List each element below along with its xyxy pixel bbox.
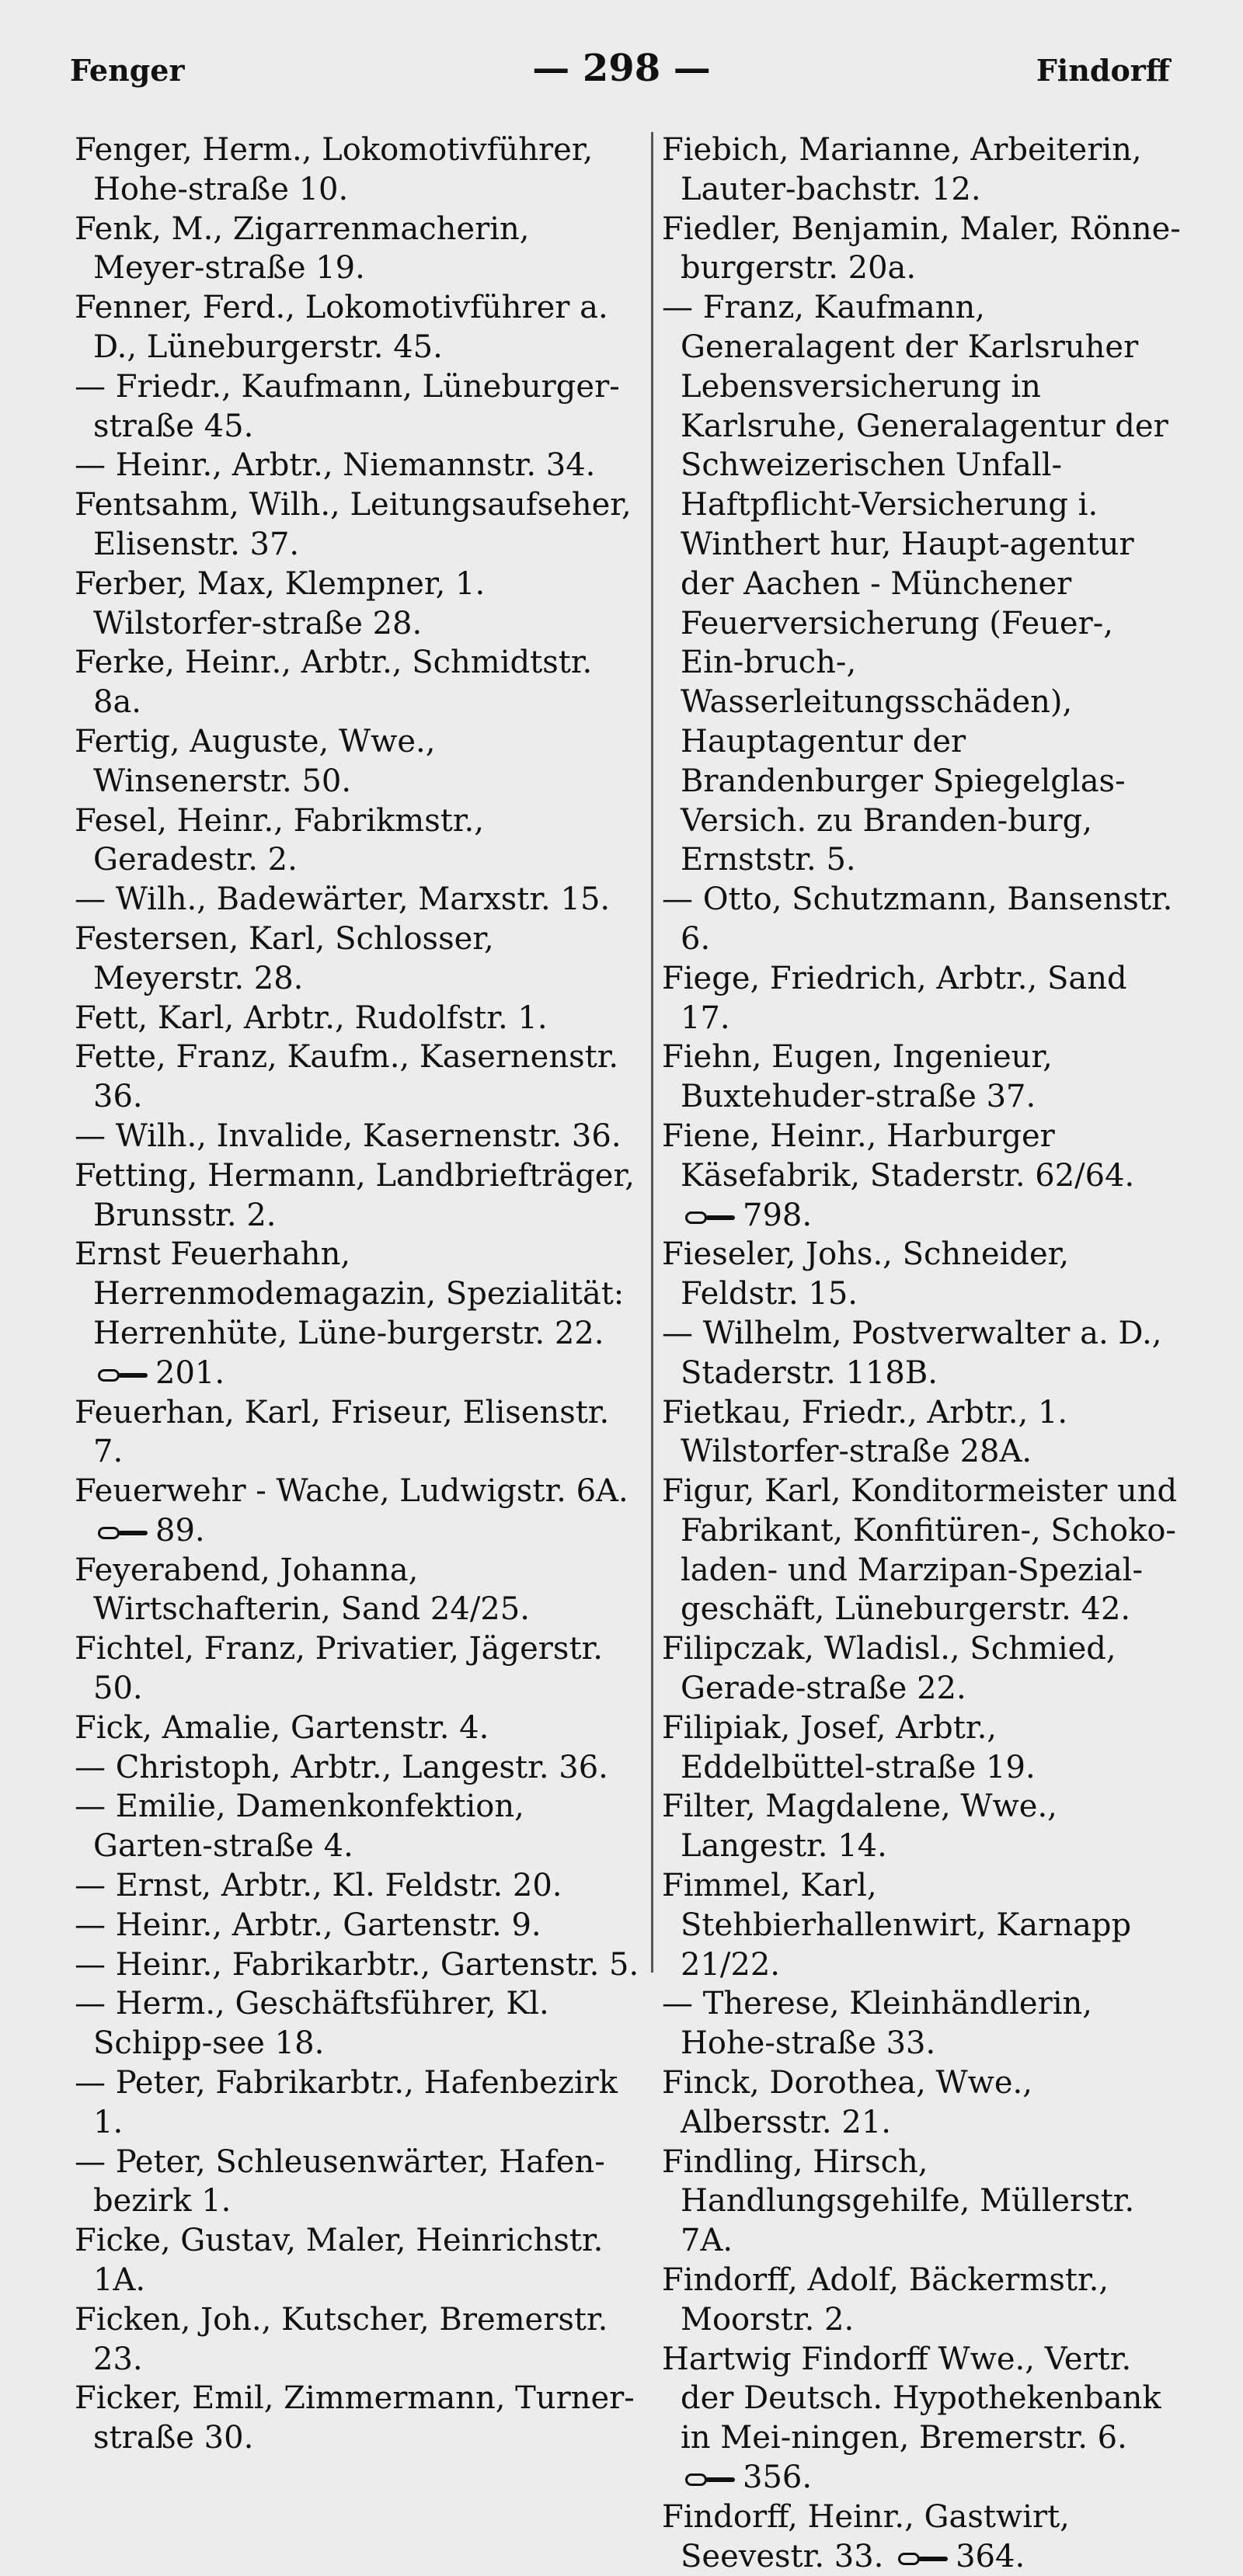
entry-text: Fieseler, Johs., Schneider, Feldstr. 15.	[662, 1236, 1070, 1312]
page-number: — 298 —	[532, 47, 711, 90]
entry-text: Hartwig Findorff Wwe., Vertr. der Deutsch. Hypothekenbank in Mei-ningen, Bremerstr. 6.	[662, 2341, 1161, 2456]
directory-entry	[75, 643, 642, 722]
directory-entry	[662, 880, 1184, 959]
entry-text: — Peter, Schleusenwärter, Hafen-bezirk 1.	[75, 2143, 605, 2220]
phone-number: 89.	[155, 1512, 205, 1549]
phone-number: 356.	[743, 2460, 813, 2496]
directory-entry	[75, 1117, 642, 1156]
entry-text: Fick, Amalie, Gartenstr. 4.	[75, 1709, 489, 1746]
entry-text: Findorff, Adolf, Bäckermstr., Moorstr. 2.	[662, 2262, 1109, 2338]
left-column	[75, 130, 642, 2458]
phone-number: 201.	[155, 1354, 225, 1391]
entry-text: Filipiak, Josef, Arbtr., Eddelbüttel-straße 19.	[662, 1709, 1036, 1785]
directory-entry	[662, 1629, 1184, 1709]
directory-entry	[75, 1393, 642, 1472]
column-divider	[651, 132, 653, 1973]
entry-text: — Wilh., Badewärter, Marxstr. 15.	[75, 881, 611, 918]
entry-text: Filter, Magdalene, Wwe., Langestr. 14.	[662, 1789, 1057, 1865]
directory-entry	[75, 1906, 642, 1945]
telephone-icon	[98, 1367, 148, 1384]
entry-text: Fiene, Heinr., Harburger Käsefabrik, Staderstr. 62/64.	[662, 1118, 1135, 1194]
directory-entry	[662, 1393, 1184, 1472]
directory-entry	[662, 2143, 1184, 2261]
entry-text: Findling, Hirsch, Handlungsgehilfe, Müllerstr. 7A.	[662, 2143, 1135, 2259]
directory-entry	[75, 1551, 642, 1630]
entry-text: — Otto, Schutzmann, Bansenstr. 6.	[662, 881, 1173, 957]
directory-entry	[75, 1748, 642, 1788]
entry-text: — Christoph, Arbtr., Langestr. 36.	[75, 1749, 608, 1785]
entry-text: — Wilhelm, Postverwalter a. D., Staderstr. 118B.	[662, 1315, 1162, 1391]
entry-text: — Heinr., Arbtr., Gartenstr. 9.	[75, 1907, 541, 1943]
directory-entry	[75, 1038, 642, 1117]
directory-entry	[75, 801, 642, 881]
directory-entry	[75, 1156, 642, 1236]
directory-entry	[75, 1629, 642, 1709]
phone-number: 364.	[956, 2538, 1025, 2574]
directory-entry	[75, 2379, 642, 2458]
directory-entry	[662, 2498, 1184, 2576]
entry-text: Fiedler, Benjamin, Maler, Rönne-burgerstr. 20a.	[662, 210, 1181, 287]
directory-entry	[75, 1866, 642, 1906]
entry-text: Fichtel, Franz, Privatier, Jägerstr. 50.	[75, 1631, 603, 1707]
entry-text: — Heinr., Arbtr., Niemannstr. 34.	[75, 447, 596, 484]
entry-text: Ferke, Heinr., Arbtr., Schmidtstr. 8a.	[75, 645, 593, 721]
entry-text: — Heinr., Fabrikarbtr., Gartenstr. 5.	[75, 1946, 639, 1983]
entry-text: Findorff, Heinr., Gastwirt, Seevestr. 33.	[662, 2498, 1070, 2574]
entry-text: Ficken, Joh., Kutscher, Bremerstr. 23.	[75, 2301, 608, 2377]
directory-entry	[662, 1787, 1184, 1866]
directory-entry	[75, 1235, 642, 1392]
directory-entry	[662, 959, 1184, 1038]
entry-text: Ferber, Max, Klempner, 1. Wilstorfer-straße 28.	[75, 565, 486, 641]
entry-text: Fiebich, Marianne, Arbeiterin, Lauter-bachstr. 12.	[662, 132, 1142, 207]
directory-entry	[662, 1709, 1184, 1788]
entry-text: Feyerabend, Johanna, Wirtschafterin, Sand 24/25.	[75, 1552, 530, 1628]
directory-entry	[75, 1984, 642, 2063]
directory-entry	[75, 1945, 642, 1985]
directory-entry	[75, 920, 642, 999]
directory-entry	[662, 2340, 1184, 2498]
directory-entry	[75, 210, 642, 289]
directory-entry	[75, 722, 642, 801]
directory-entry	[662, 1866, 1184, 1984]
directory-entry	[75, 880, 642, 920]
directory-entry	[75, 2300, 642, 2380]
phone-number: 798.	[743, 1197, 813, 1233]
directory-entry	[662, 1472, 1184, 1629]
directory-entry	[662, 1117, 1184, 1235]
entry-text: Festersen, Karl, Schlosser, Meyerstr. 28.	[75, 920, 494, 996]
directory-entry	[662, 130, 1184, 210]
right-column	[662, 130, 1184, 2576]
directory-entry	[75, 999, 642, 1038]
page-header	[0, 47, 1243, 99]
directory-entry	[75, 485, 642, 565]
entry-text: Fenger, Herm., Lokomotivführer, Hohe-straße 10.	[75, 132, 594, 207]
entry-text: Fesel, Heinr., Fabrikmstr., Geradestr. 2.	[75, 802, 484, 878]
directory-entry	[662, 210, 1184, 289]
entry-text: Figur, Karl, Konditormeister und Fabrikant, Konfitüren-, Schoko-laden- und Marzipan-Spezial-geschäft, Lüneburgerstr. 42.	[662, 1473, 1178, 1628]
directory-entry	[75, 367, 642, 447]
entry-text: Fentsahm, Wilh., Leitungsaufseher, Elisenstr. 37.	[75, 487, 632, 562]
entry-text: Finck, Dorothea, Wwe., Albersstr. 21.	[662, 2065, 1032, 2140]
telephone-icon	[98, 1524, 148, 1542]
entry-text: — Therese, Kleinhändlerin, Hohe-straße 33.	[662, 1986, 1092, 2062]
entry-text: — Friedr., Kaufmann, Lüneburger-straße 45.	[75, 368, 620, 444]
entry-text: Fett, Karl, Arbtr., Rudolfstr. 1.	[75, 999, 548, 1036]
entry-text: — Herm., Geschäftsführer, Kl. Schipp-see 18.	[75, 1986, 549, 2062]
telephone-icon	[685, 2471, 735, 2488]
directory-entry	[75, 1787, 642, 1866]
entry-text: Fette, Franz, Kaufm., Kasernenstr. 36.	[75, 1039, 619, 1115]
entry-text: Fenner, Ferd., Lokomotivführer a. D., Lüneburgerstr. 45.	[75, 290, 608, 365]
entry-text: Fiege, Friedrich, Arbtr., Sand 17.	[662, 960, 1127, 1036]
entry-text: Fimmel, Karl, Stehbierhallenwirt, Karnapp 21/22.	[662, 1868, 1132, 1983]
running-head-right: Findorff	[1036, 53, 1170, 88]
directory-entry	[662, 1038, 1184, 1117]
entry-text: Feuerwehr - Wache, Ludwigstr. 6A.	[75, 1473, 628, 1510]
running-head-left: Fenger	[70, 53, 185, 88]
entry-text: — Franz, Kaufmann, Generalagent der Karlsruher Lebensversicherung in Karlsruhe, Generalagentur der Schweizerischen Unfall-Haftpflicht-Versicherung i. Winthert hur, Haupt-agentur der Aachen - Münchener Feuerversicherung (Feuer-, Ein-bruch-, Wasserleitungsschäden), Hauptagentur der Brandenburger Spiegelglas-Versich. zu Branden-burg, Ernststr. 5.	[662, 290, 1168, 878]
entry-text: Fiehn, Eugen, Ingenieur, Buxtehuder-straße 37.	[662, 1039, 1053, 1115]
directory-entry	[75, 130, 642, 210]
directory-entry	[75, 2063, 642, 2143]
entry-text: — Ernst, Arbtr., Kl. Feldstr. 20.	[75, 1868, 562, 1904]
entry-text: — Peter, Fabrikarbtr., Hafenbezirk 1.	[75, 2065, 618, 2140]
entry-text: Ficke, Gustav, Maler, Heinrichstr. 1A.	[75, 2223, 604, 2299]
directory-entry	[662, 2063, 1184, 2143]
directory-entry	[662, 288, 1184, 880]
telephone-icon	[898, 2550, 948, 2567]
entry-text: — Emilie, Damenkonfektion, Garten-straße 4.	[75, 1789, 524, 1865]
entry-text: Filipczak, Wladisl., Schmied, Gerade-straße 22.	[662, 1631, 1116, 1707]
directory-entry	[662, 1314, 1184, 1393]
entry-text: Fietkau, Friedr., Arbtr., 1. Wilstorfer-straße 28A.	[662, 1394, 1068, 1470]
directory-entry	[75, 1709, 642, 1748]
directory-entry	[662, 1984, 1184, 2063]
entry-text: Ernst Feuerhahn, Herrenmodemagazin, Spezialität: Herrenhüte, Lüne-burgerstr. 22.	[75, 1236, 625, 1351]
entry-text: Fetting, Hermann, Landbriefträger, Brunsstr. 2.	[75, 1157, 635, 1233]
directory-entry	[75, 1472, 642, 1551]
entry-text: Fenk, M., Zigarrenmacherin, Meyer-straße 19.	[75, 210, 530, 287]
entry-text: Feuerhan, Karl, Friseur, Elisenstr. 7.	[75, 1394, 610, 1470]
directory-entry	[75, 288, 642, 367]
directory-entry	[75, 446, 642, 485]
directory-entry	[662, 2261, 1184, 2340]
directory-entry	[662, 1235, 1184, 1314]
telephone-icon	[685, 1209, 735, 1226]
directory-entry	[75, 2143, 642, 2222]
directory-entry	[75, 2221, 642, 2300]
entry-text: Ficker, Emil, Zimmermann, Turner-straße 30.	[75, 2380, 635, 2456]
entry-text: Fertig, Auguste, Wwe., Winsenerstr. 50.	[75, 723, 436, 799]
entry-text: — Wilh., Invalide, Kasernenstr. 36.	[75, 1118, 622, 1154]
directory-entry	[75, 565, 642, 644]
